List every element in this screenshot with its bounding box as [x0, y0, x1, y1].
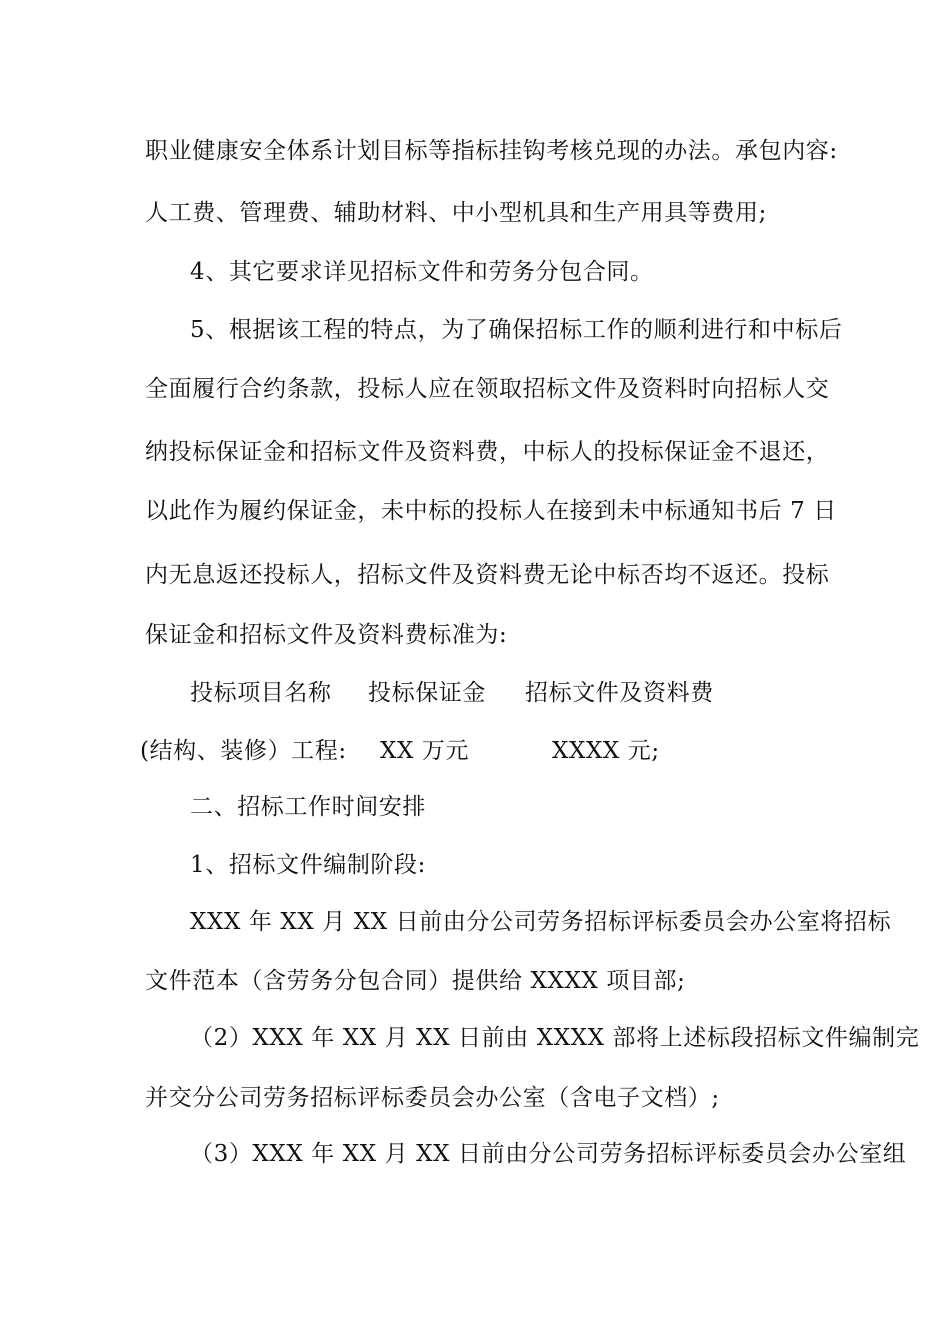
body-text-line: 4、其它要求详见招标文件和劳务分包合同。 — [190, 259, 654, 285]
body-text-line: 以此作为履约保证金，未中标的投标人在接到未中标通知书后 7 日 — [145, 498, 837, 524]
schedule-line: （2）XXX 年 XX 月 XX 日前由 XXXX 部将上述标段招标文件编制完 — [190, 1025, 920, 1051]
section-title: 二、招标工作时间安排 — [190, 794, 426, 820]
body-text-line: 职业健康安全体系计划目标等指标挂钩考核兑现的办法。承包内容: — [145, 138, 838, 164]
fee-row-bid-bond: XX 万元 — [380, 738, 470, 764]
fee-header-document-fee: 招标文件及资料费 — [525, 680, 714, 706]
subsection-title: 1、招标文件编制阶段: — [190, 852, 426, 878]
schedule-line: （3）XXX 年 XX 月 XX 日前由分公司劳务招标评标委员会办公室组 — [190, 1141, 907, 1167]
body-text-line: 保证金和招标文件及资料费标准为: — [145, 622, 508, 648]
body-text-line: 内无息返还投标人，招标文件及资料费无论中标否均不返还。投标 — [145, 562, 830, 588]
schedule-line: 文件范本（含劳务分包合同）提供给 XXXX 项目部; — [145, 968, 686, 994]
fee-header-project-name: 投标项目名称 — [190, 680, 332, 706]
fee-header-bid-bond: 投标保证金 — [368, 680, 486, 706]
body-text-line: 人工费、管理费、辅助材料、中小型机具和生产用具等费用; — [145, 200, 767, 226]
body-text-line: 5、根据该工程的特点，为了确保招标工作的顺利进行和中标后 — [190, 317, 843, 343]
body-text-line: 纳投标保证金和招标文件及资料费，中标人的投标保证金不退还， — [145, 439, 830, 465]
fee-row-project: (结构、装修）工程: — [140, 738, 347, 764]
schedule-line: 并交分公司劳务招标评标委员会办公室（含电子文档）; — [145, 1085, 720, 1111]
body-text-line: 全面履行合约条款，投标人应在领取招标文件及资料时向招标人交 — [145, 376, 830, 402]
fee-row-document-fee: XXXX 元; — [552, 738, 660, 764]
schedule-line: XXX 年 XX 月 XX 日前由分公司劳务招标评标委员会办公室将招标 — [190, 909, 892, 935]
